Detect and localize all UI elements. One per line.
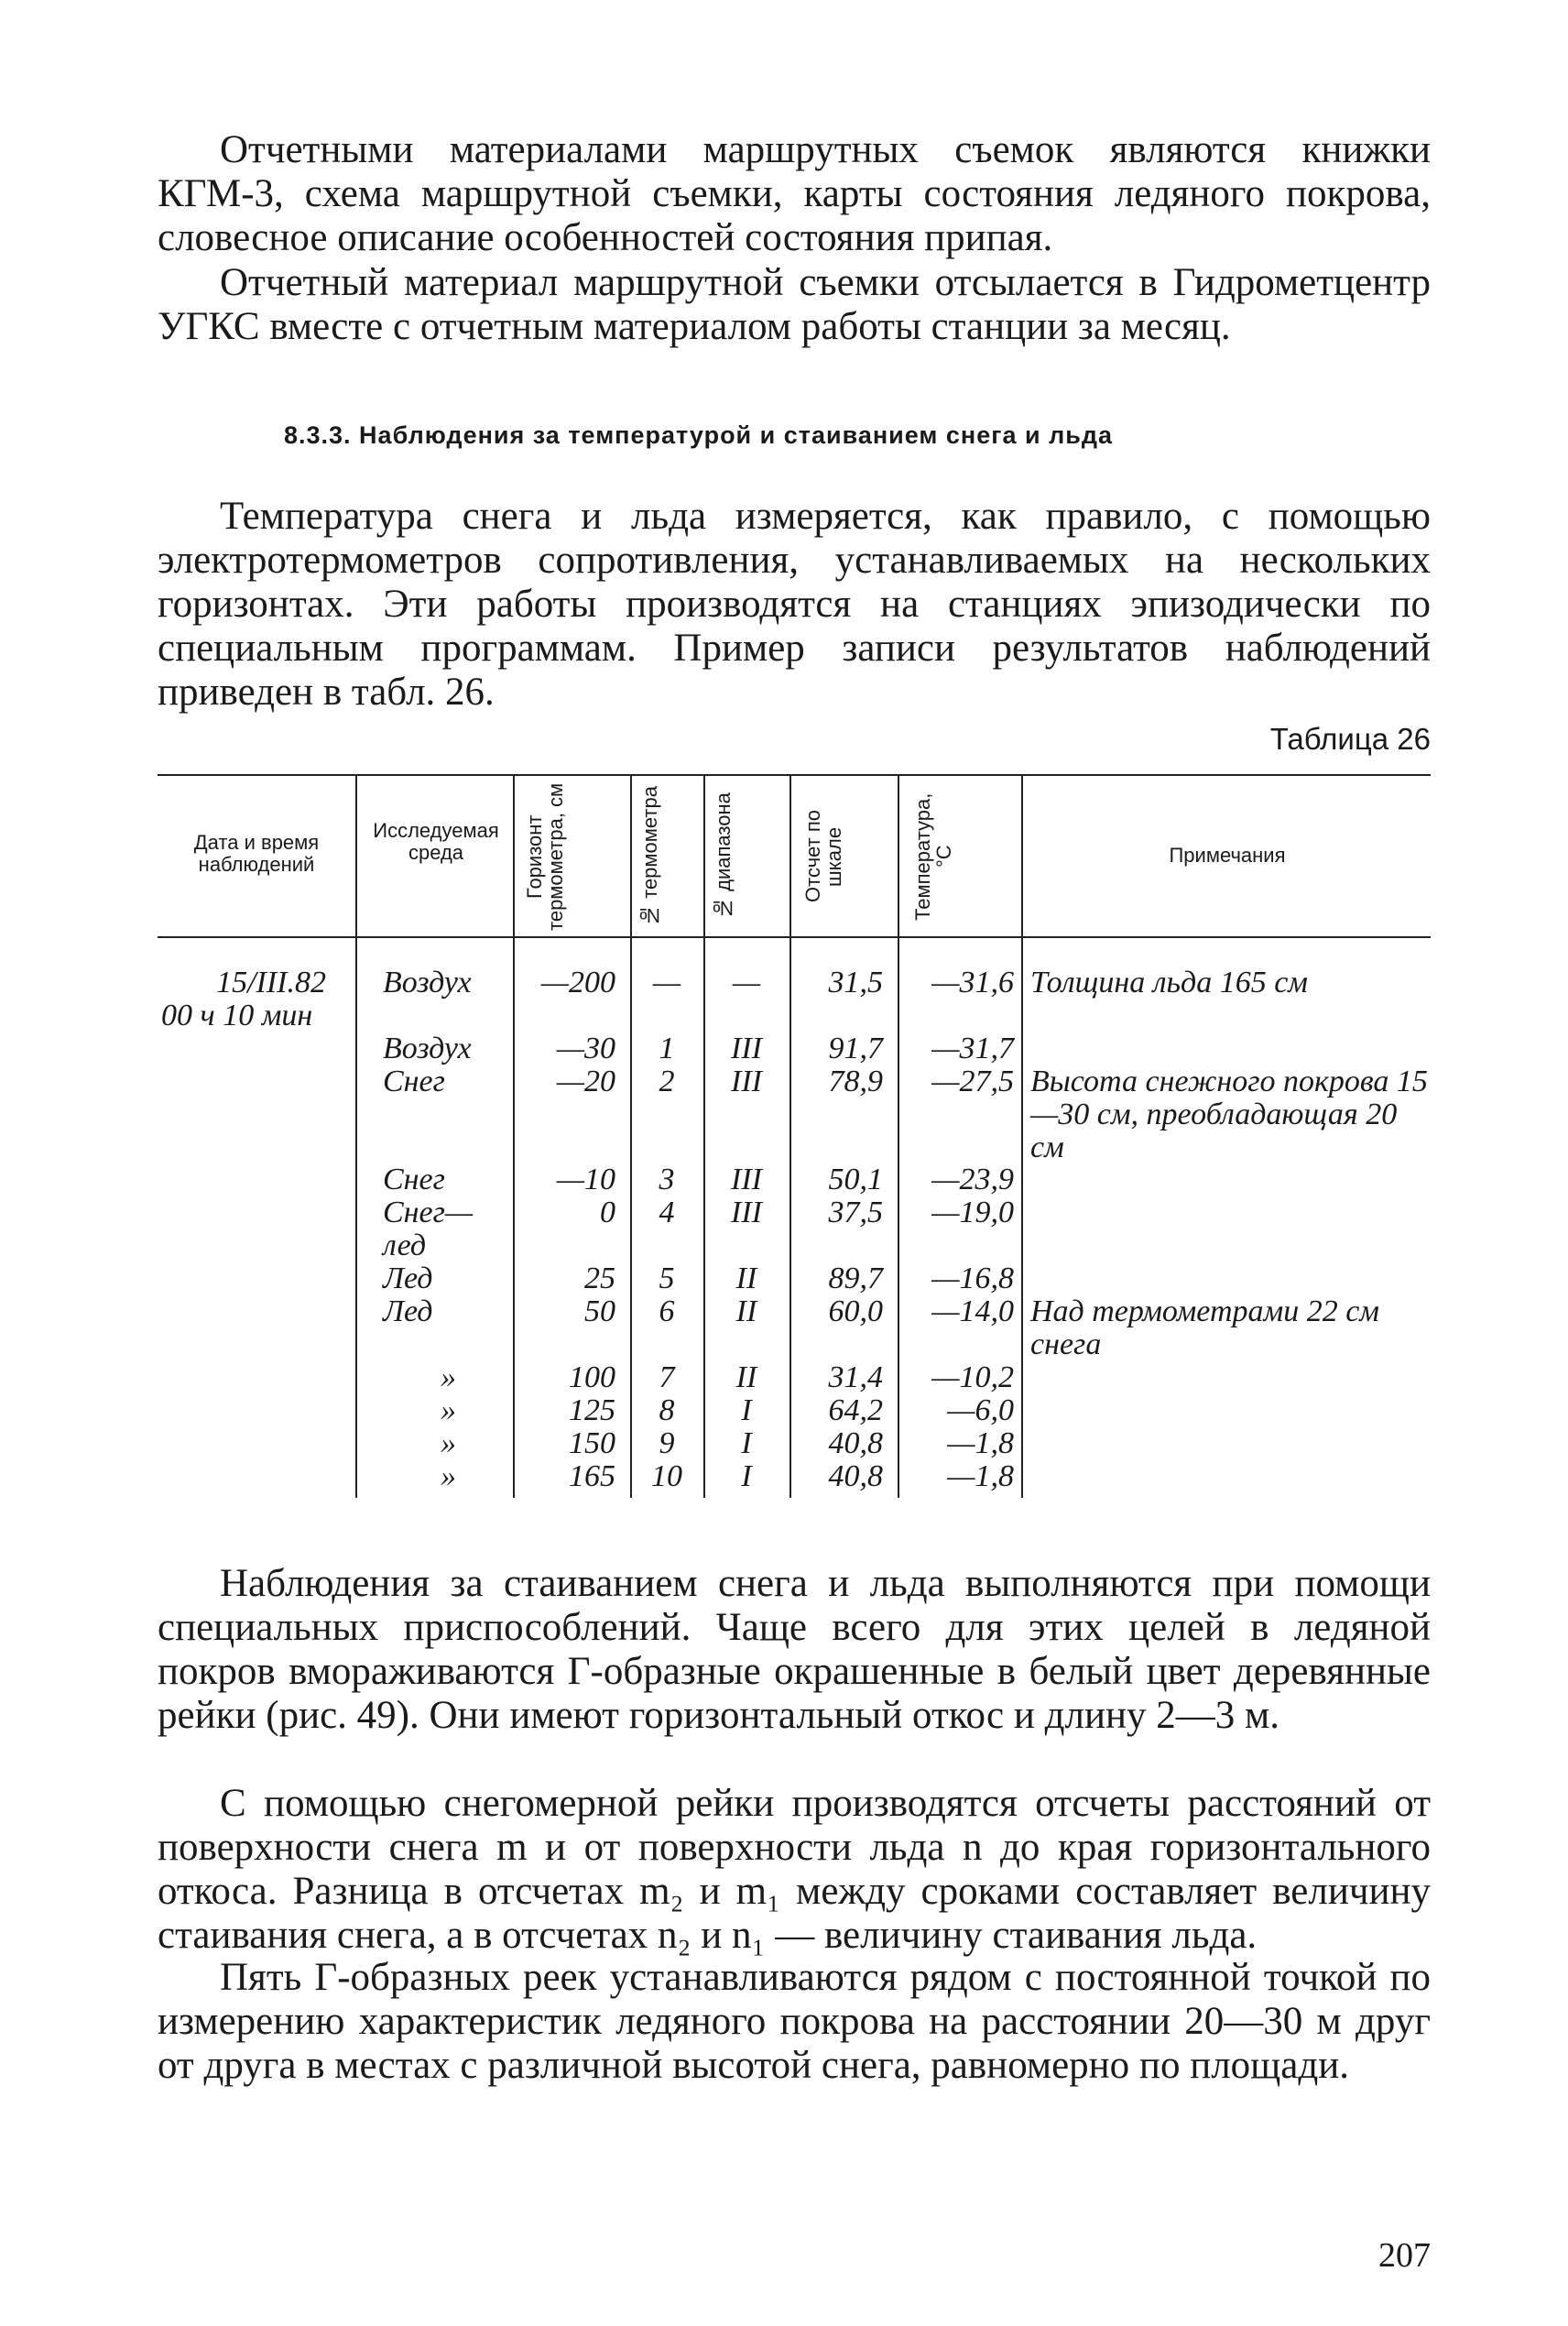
header-range: № диапазона [712,792,735,921]
table-cell: 25 [584,1261,615,1295]
table-cell: II [735,1294,757,1328]
paragraph-readings: С помощью снегомерной рейки производятся отсчеты расстояний от поверхности снега m и от поверхности льда n до края горизонтального откоса. Разница в отсчетах m₂ и m₁ между сроками составляет величину стаивания снега, а в отсчетах n₂ и n₁ — величину стаивания льда. [158,1782,1431,1957]
table-cell: —1,8 [947,1459,1014,1493]
table-top-rule [158,774,1431,776]
table-cell: —20 [556,1065,615,1098]
table-cell: 64,2 [828,1393,883,1427]
table-cell: 31,5 [828,966,883,999]
table-cell: I [741,1393,752,1427]
header-date: Дата и время наблюдений [193,831,320,876]
table-cell: —10 [556,1163,615,1196]
table-cell: —1,8 [947,1426,1014,1460]
table-cell: 37,5 [828,1196,883,1229]
table-cell: 7 [659,1360,675,1394]
table-cell: 50,1 [828,1163,883,1196]
section-heading: 8.3.3. Наблюдения за температурой и стаиванием снега и льда [284,421,1114,449]
note-snow-over-thermometers: Над термометрами 22 см снега [1030,1294,1379,1361]
table-cell: Лед [383,1261,433,1295]
paragraph-reports: Отчетными материалами маршрутных съемок являются книжки КГМ-3, схема маршрутной съемки, карты состояния ледяного покрова, словесное описание особенностей состояния припая. [158,128,1431,259]
table-cell: II [735,1261,757,1295]
table-cell: — [732,966,761,999]
table-cell: —14,0 [931,1294,1014,1328]
table-cell: 165 [569,1459,615,1493]
table-cell: Снег [383,1163,445,1196]
table-cell: —27,5 [931,1065,1014,1098]
table-cell: 100 [569,1360,615,1394]
cell-date: 15/III.82 [216,966,326,999]
paragraph-melting-observations: Наблюдения за стаиванием снега и льда выполняются при помощи специальных приспособлений. Чаще всего для этих целей в ледяной покров вмораживаются Г-образные окрашенные в белый цвет деревянные рейки (рис. 49). Они имеют горизонтальный откос и длину 2—3 м. [158,1562,1431,1737]
table-cell: 150 [569,1426,615,1460]
table-cell: » [441,1459,456,1493]
table-cell: 8 [659,1393,675,1427]
table-cell: 2 [659,1065,675,1098]
cell-time: 00 ч 10 мин [161,999,313,1032]
table-cell: » [441,1360,456,1394]
header-horizon: Горизонт термометра, см [523,782,567,931]
column-divider [1021,774,1023,1498]
table-cell: III [731,1032,762,1065]
header-notes: Примечания [1169,844,1286,867]
table-cell: 0 [600,1196,615,1229]
table-header-rule [158,936,1431,938]
table-cell: III [731,1163,762,1196]
table-cell: Лед [383,1294,433,1328]
table-cell: Снег [383,1065,445,1098]
paragraph-report-sending: Отчетный материал маршрутной съемки отсылается в Гидрометцентр УГКС вместе с отчетным материалом работы станции за месяц. [158,261,1431,348]
table-cell: 125 [569,1393,615,1427]
table-caption: Таблица 26 [1269,722,1431,756]
table-cell: Воздух [383,1032,472,1065]
table-cell: 5 [659,1261,675,1295]
header-reading: Отсчет по шкале [801,810,845,903]
header-thermometer: № термометра [638,786,661,927]
table-cell: 4 [659,1196,675,1229]
table-cell: 91,7 [828,1032,883,1065]
table-cell: —31,6 [931,966,1014,999]
table-cell: —6,0 [947,1393,1014,1427]
table-cell: I [741,1426,752,1460]
table-cell: —23,9 [931,1163,1014,1196]
table-cell: 40,8 [828,1459,883,1493]
table-cell: » [441,1393,456,1427]
table-cell: II [735,1360,757,1394]
table-cell: 89,7 [828,1261,883,1295]
note-ice-thickness: Толщина льда 165 см [1030,966,1308,999]
table-cell: —30 [556,1032,615,1065]
table-cell: Воздух [383,966,472,999]
table-cell: — [652,966,681,999]
table-cell: 3 [659,1163,675,1196]
table-cell: —19,0 [931,1196,1014,1229]
table-cell: 9 [659,1426,675,1460]
table-cell: I [741,1459,752,1493]
table-cell: 40,8 [828,1426,883,1460]
table-cell: 1 [659,1032,675,1065]
column-divider [355,774,357,1498]
table-cell: 50 [584,1294,615,1328]
header-temperature: Температура, °C [911,792,955,921]
table-cell: —16,8 [931,1261,1014,1295]
page-number: 207 [1378,2236,1431,2275]
table-cell: III [731,1196,762,1229]
note-snow-height: Высота снежного покрова 15—30 см, преобладающая 20 см [1030,1065,1428,1164]
paragraph-intro: Температура снега и льда измеряется, как правило, с помощью электротермометров сопротивления, устанавливаемых на нескольких горизонтах. Эти работы производятся на станциях эпизодически по специальным программам. Пример записи результатов наблюдений приведен в табл. 26. [158,495,1431,714]
table-cell: 78,9 [828,1065,883,1098]
table-cell: 10 [651,1459,682,1493]
table-cell: III [731,1065,762,1098]
table-cell: —31,7 [931,1032,1014,1065]
paragraph-rods-placement: Пять Г-образных реек устанавливаются рядом с постоянной точкой по измерению характеристик ледяного покрова на расстоянии 20—30 м друг от друга в местах с различной высотой снега, равномерно по площади. [158,1956,1431,2087]
header-medium: Исследуемая среда [373,819,499,864]
table-cell: —200 [540,966,615,999]
table-cell: 6 [659,1294,675,1328]
table-cell: Снег—лед [383,1196,474,1262]
table-cell: 60,0 [828,1294,883,1328]
table-cell: » [441,1426,456,1460]
table-cell: —10,2 [931,1360,1014,1394]
table-cell: 31,4 [828,1360,883,1394]
